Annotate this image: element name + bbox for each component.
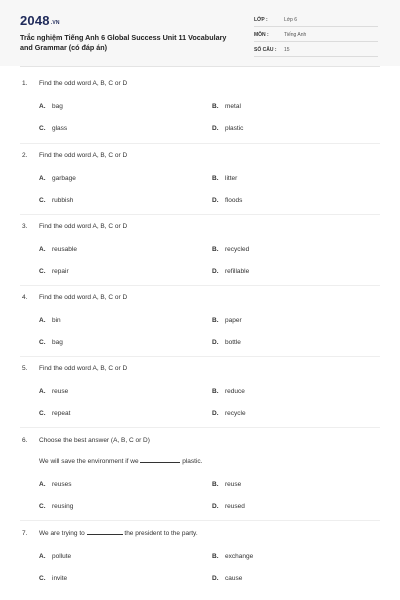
option-d[interactable]: D. recycle [212, 410, 246, 417]
option-a[interactable]: A. reuse [39, 388, 69, 395]
meta-grade [254, 14, 378, 27]
meta-subject [254, 29, 378, 42]
question-divider [20, 214, 380, 215]
option-c[interactable]: C. repeat [39, 410, 71, 417]
question-text: Find the odd word A, B, C or D [39, 223, 128, 230]
page-title: Trắc nghiệm Tiếng Anh 6 Global Success Unit 11 Vocabulary and Grammar (có đáp án) [20, 33, 227, 52]
question-text: Find the odd word A, B, C or D [39, 80, 128, 87]
question-sentence: We will save the environment if we plastic. [39, 458, 203, 465]
question-text: Find the odd word A, B, C or D [39, 365, 128, 372]
question-number: 3. [22, 223, 28, 230]
question-text: Find the odd word A, B, C or D [39, 152, 128, 159]
question-divider [20, 356, 380, 357]
question-divider [20, 285, 380, 286]
meta-value: 15 [284, 47, 290, 53]
meta-value: Lớp 6 [284, 17, 298, 23]
option-b[interactable]: B. recycled [212, 246, 250, 253]
meta-label: LỚP : [254, 17, 268, 23]
question-divider [20, 427, 380, 428]
option-a[interactable]: A. garbage [39, 175, 76, 182]
question-number: 5. [22, 365, 28, 372]
option-a[interactable]: A. bag [39, 103, 63, 110]
question-number: 2. [22, 152, 28, 159]
question-number: 4. [22, 294, 28, 301]
question-text: Choose the best answer (A, B, C or D) [39, 437, 150, 444]
option-a[interactable]: A. bin [39, 317, 61, 324]
option-d[interactable]: D. cause [212, 575, 243, 582]
option-a[interactable]: A. reusable [39, 246, 77, 253]
option-b[interactable]: B. reuse [212, 481, 242, 488]
question-number: 1. [22, 80, 28, 87]
option-b[interactable]: B. litter [212, 175, 238, 182]
meta-label: MÔN : [254, 32, 269, 38]
question-text: Find the odd word A, B, C or D [39, 294, 128, 301]
option-b[interactable]: B. exchange [212, 553, 254, 560]
logo[interactable]: 2048.VN [20, 13, 60, 28]
option-d[interactable]: D. bottle [212, 339, 241, 346]
option-b[interactable]: B. paper [212, 317, 242, 324]
meta-value: Tiếng Anh [284, 32, 307, 38]
question-divider [20, 143, 380, 144]
option-c[interactable]: C. rubbish [39, 197, 74, 204]
option-c[interactable]: C. reusing [39, 503, 74, 510]
option-c[interactable]: C. bag [39, 339, 63, 346]
header-divider [20, 66, 380, 67]
option-c[interactable]: C. invite [39, 575, 68, 582]
option-c[interactable]: C. repair [39, 268, 69, 275]
question-number: 6. [22, 437, 28, 444]
option-c[interactable]: C. glass [39, 125, 68, 132]
option-a[interactable]: A. reuses [39, 481, 72, 488]
meta-count [254, 44, 378, 57]
answer-blank [87, 534, 123, 535]
option-a[interactable]: A. pollute [39, 553, 72, 560]
question-number: 7. [22, 530, 28, 537]
option-d[interactable]: D. refillable [212, 268, 250, 275]
option-d[interactable]: D. plastic [212, 125, 244, 132]
option-b[interactable]: B. metal [212, 103, 241, 110]
header [0, 0, 400, 66]
meta-label: SỐ CÂU : [254, 47, 277, 53]
question-text: We are trying to the president to the party. [39, 530, 198, 537]
question-divider [20, 520, 380, 521]
answer-blank [140, 462, 180, 463]
option-d[interactable]: D. floods [212, 197, 243, 204]
option-d[interactable]: D. reused [212, 503, 245, 510]
option-b[interactable]: B. reduce [212, 388, 245, 395]
